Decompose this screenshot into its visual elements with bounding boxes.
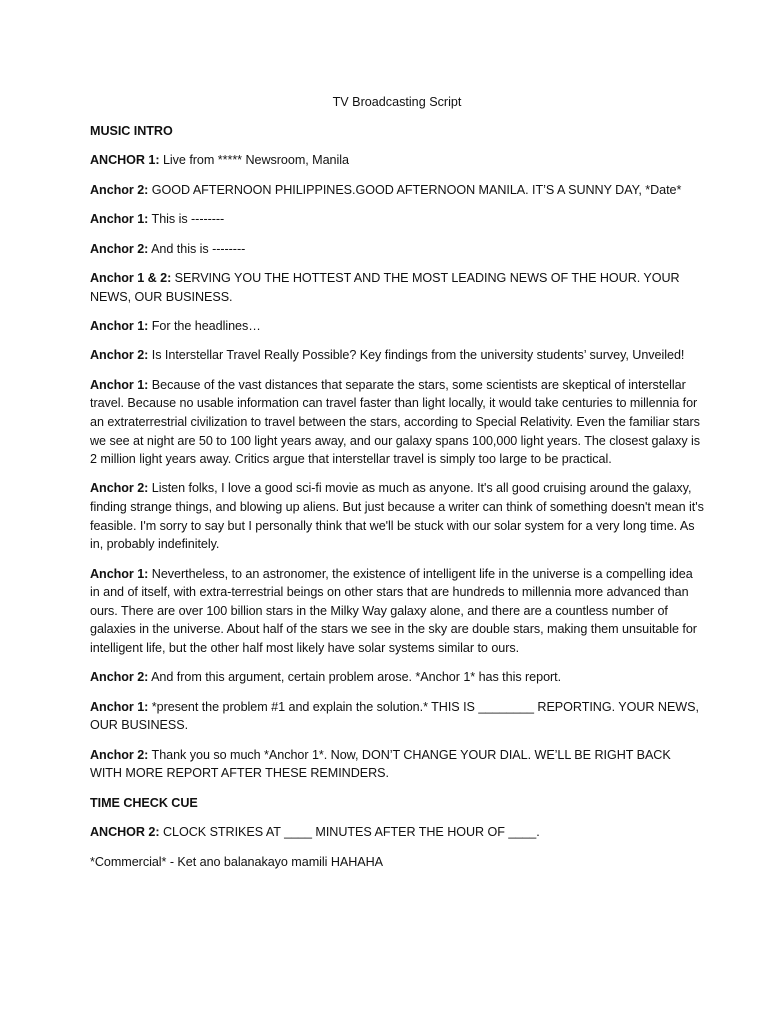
script-line — [90, 565, 704, 658]
script-line — [90, 181, 704, 200]
script-line — [90, 823, 704, 842]
speaker-label: Anchor 1 & 2: — [90, 270, 172, 285]
script-line — [90, 698, 704, 735]
line-text: Nevertheless, to an astronomer, the existence of intelligent life in the universe is a compelling idea in and of itself, with extra-terrestrial beings on other stars that are hundreds to millennia more advanced than ours. There are over 100 billion stars in the Milky Way galaxy alone, and there are a countless number of galaxies in the universe. About half of the stars we see in the sky are double stars, making them unsuitable for intelligent life, but the other half most likely have solar systems similar to ours. — [90, 566, 697, 656]
line-text: Listen folks, I love a good sci-fi movie as much as anyone. It's all good cruising around the galaxy, finding strange things, and blowing up aliens. But just because a writer can think of something doesn't mean it's feasible. I'm sorry to say but I personally think that we'll be stuck with our solar system for a very long time. As in, probably indefinitely. — [90, 481, 704, 552]
line-text: And from this argument, certain problem arose. *Anchor 1* has this report. — [148, 670, 562, 685]
speaker-label: ANCHOR 1: — [90, 153, 160, 168]
script-body — [90, 122, 704, 871]
line-text: Thank you so much *Anchor 1*. Now, DON’T CHANGE YOUR DIAL. WE’LL BE RIGHT BACK WITH MORE REPORT AFTER THESE REMINDERS. — [90, 747, 671, 781]
speaker-label: Anchor 2: — [90, 241, 149, 256]
script-line — [90, 376, 704, 469]
script-cue — [90, 794, 704, 813]
speaker-label: ANCHOR 2: — [90, 825, 160, 840]
speaker-label: Anchor 2: — [90, 747, 149, 762]
line-text: Because of the vast distances that separate the stars, some scientists are skeptical of interstellar travel. Because no usable information can travel faster than light locally, it would take centuries to millennia for an extraterrestrial civilization to travel between the stars, according to Special Relativity. Even the familiar stars we see at night are 50 to 100 light years away, and our galaxy spans 100,000 light years. The closest galaxy is 2 million light years away. Critics argue that interstellar travel is simply too large to be practical. — [90, 377, 701, 467]
script-line — [90, 240, 704, 259]
speaker-label: Anchor 1: — [90, 377, 149, 392]
line-text: This is -------- — [148, 212, 225, 227]
cue-label: TIME CHECK CUE — [90, 795, 198, 810]
cue-label: MUSIC INTRO — [90, 124, 173, 138]
line-text: GOOD AFTERNOON PHILIPPINES.GOOD AFTERNOON MANILA. IT’S A SUNNY DAY, *Date* — [148, 182, 682, 197]
line-text: For the headlines… — [148, 318, 261, 333]
line-text: Live from ***** Newsroom, Manila — [159, 153, 349, 168]
script-note — [90, 853, 704, 872]
speaker-label: Anchor 2: — [90, 182, 149, 197]
script-line — [90, 317, 704, 336]
script-line — [90, 479, 704, 553]
script-line — [90, 746, 704, 783]
speaker-label: Anchor 2: — [90, 670, 149, 685]
speaker-label: Anchor 1: — [90, 699, 149, 714]
note-text: *Commercial* - Ket ano balanakayo mamili HAHAHA — [90, 854, 384, 869]
script-line — [90, 151, 704, 170]
script-line — [90, 668, 704, 687]
document-title: TV Broadcasting Script — [332, 95, 462, 109]
script-line — [90, 269, 704, 306]
line-text: *present the problem #1 and explain the solution.* THIS IS ________ REPORTING. YOUR NEWS, OUR BUSINESS. — [90, 699, 699, 733]
script-cue — [90, 122, 704, 141]
line-text: And this is -------- — [148, 241, 246, 256]
line-text: CLOCK STRIKES AT ____ MINUTES AFTER THE HOUR OF ____. — [159, 825, 540, 840]
script-line — [90, 346, 704, 365]
speaker-label: Anchor 2: — [90, 348, 149, 363]
line-text: SERVING YOU THE HOTTEST AND THE MOST LEADING NEWS OF THE HOUR. YOUR NEWS, OUR BUSINESS. — [90, 270, 680, 304]
speaker-label: Anchor 2: — [90, 481, 149, 496]
script-line — [90, 210, 704, 229]
speaker-label: Anchor 1: — [90, 212, 149, 227]
speaker-label: Anchor 1: — [90, 318, 149, 333]
line-text: Is Interstellar Travel Really Possible? Key findings from the university students’ survey, Unveiled! — [148, 348, 685, 363]
speaker-label: Anchor 1: — [90, 566, 149, 581]
